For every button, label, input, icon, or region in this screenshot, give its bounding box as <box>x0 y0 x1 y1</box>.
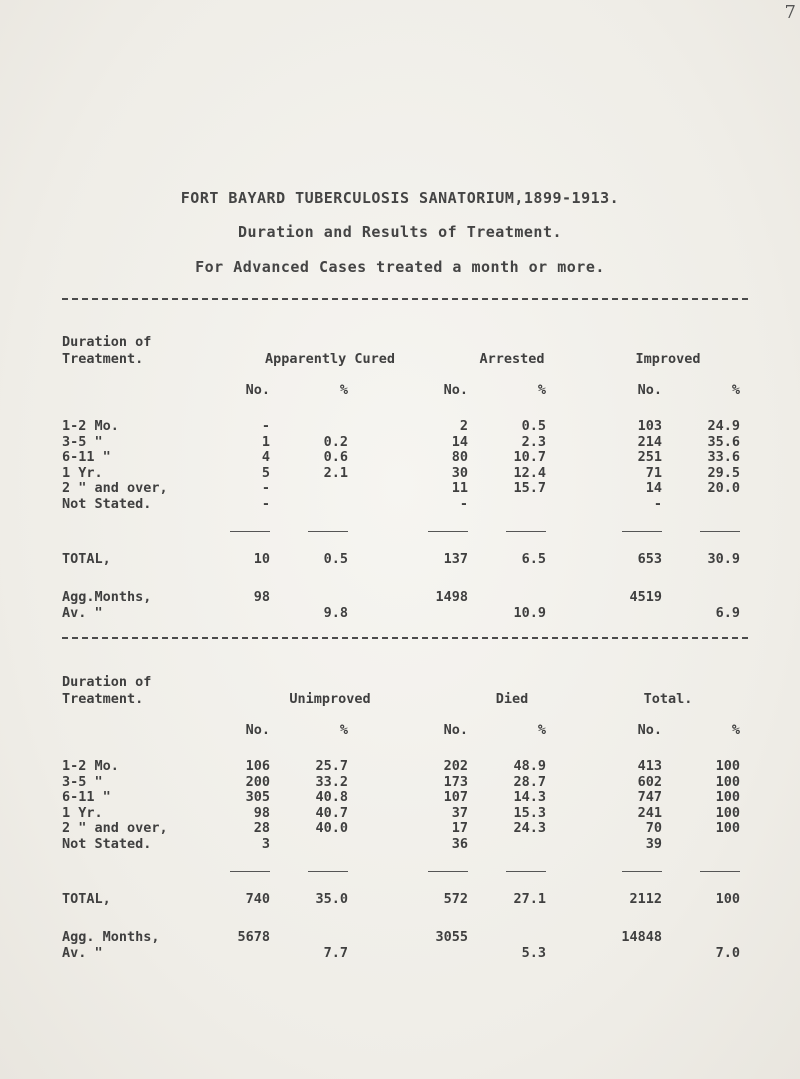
total-cell: 740 <box>245 891 270 907</box>
table-cell: 35.6 <box>707 433 740 450</box>
table-cell: 48.9 <box>513 758 546 774</box>
row-header-line-1: Duration of <box>62 334 152 350</box>
table-cell: - <box>261 495 270 512</box>
total-cell: 100 <box>715 891 740 907</box>
subheader-pct: % <box>537 722 546 738</box>
total-underline <box>506 871 546 872</box>
table-cell: 33.2 <box>315 773 348 790</box>
table-cell: 24.9 <box>707 418 740 434</box>
table-cell: 241 <box>637 804 662 821</box>
table-cell: 40.0 <box>315 820 348 836</box>
table-cell: 80 <box>451 449 468 465</box>
subheader-pct: % <box>537 382 546 398</box>
agg-months-cell: 98 <box>253 589 270 605</box>
document-title: FORT BAYARD TUBERCULOSIS SANATORIUM,1899-1913. <box>180 189 620 207</box>
agg-months-label: Agg. Months, <box>62 929 160 945</box>
table-cell: - <box>459 495 468 512</box>
table-cell: 25.7 <box>315 758 348 774</box>
table-cell: 103 <box>637 418 662 434</box>
subheader-pct: % <box>339 722 348 738</box>
total-cell: 6.5 <box>521 551 546 567</box>
row-label: 1 Yr. <box>62 464 103 481</box>
row-label: 1-2 Mo. <box>62 418 119 434</box>
table-cell: 3 <box>261 835 270 852</box>
subheader-no: No. <box>245 382 270 398</box>
document-subtitle: Duration and Results of Treatment. <box>237 223 563 241</box>
total-cell: 137 <box>443 551 468 567</box>
table-cell: 28 <box>253 820 270 836</box>
subheader-no: No. <box>443 382 468 398</box>
table-cell: 20.0 <box>707 480 740 496</box>
average-cell: 7.7 <box>323 945 348 961</box>
agg-months-cell: 14848 <box>621 929 662 945</box>
total-cell: 653 <box>637 551 662 567</box>
table-cell: 100 <box>715 804 740 821</box>
table-cell: 173 <box>443 773 468 790</box>
table-cell: 0.6 <box>323 449 348 465</box>
row-label: 2 " and over, <box>62 480 168 496</box>
table-cell: 39 <box>645 835 662 852</box>
total-underline <box>622 531 662 532</box>
subheader-pct: % <box>731 722 740 738</box>
agg-months-cell: 4519 <box>629 589 662 605</box>
table-cell: 2.3 <box>521 433 546 450</box>
table-cell: 5 <box>261 464 270 481</box>
row-label: 1 Yr. <box>62 804 103 821</box>
agg-months-cell: 3055 <box>435 929 468 945</box>
total-underline <box>428 531 468 532</box>
table-cell: 36 <box>451 835 468 852</box>
document-subtitle-2: For Advanced Cases treated a month or more. <box>195 258 605 276</box>
average-cell: 5.3 <box>521 945 546 961</box>
row-label: 3-5 " <box>62 773 103 790</box>
table-cell: 100 <box>715 773 740 790</box>
table-cell: 413 <box>637 758 662 774</box>
row-label: 6-11 " <box>62 789 111 805</box>
table-cell: 40.8 <box>315 789 348 805</box>
table-cell: 15.3 <box>513 804 546 821</box>
total-cell: 0.5 <box>323 551 348 567</box>
table-cell: 37 <box>451 804 468 821</box>
column-group-header: Died <box>495 691 529 707</box>
row-header-line-1: Duration of <box>62 674 152 690</box>
table-cell: 15.7 <box>513 480 546 496</box>
average-label: Av. " <box>62 945 103 961</box>
table-cell: 100 <box>715 789 740 805</box>
row-label: 3-5 " <box>62 433 103 450</box>
page-number: 7 <box>784 2 796 23</box>
table-cell: 200 <box>245 773 270 790</box>
table-cell: 2.1 <box>323 464 348 481</box>
total-cell: 27.1 <box>513 891 546 907</box>
column-group-header: Unimproved <box>289 691 371 707</box>
table-cell: - <box>261 418 270 434</box>
table-cell: 202 <box>443 758 468 774</box>
table-cell: 214 <box>637 433 662 450</box>
table-cell: 29.5 <box>707 464 740 481</box>
total-cell: 35.0 <box>315 891 348 907</box>
total-underline <box>308 871 348 872</box>
table-cell: 24.3 <box>513 820 546 836</box>
dashed-rule-middle <box>62 637 748 639</box>
column-group-header: Improved <box>635 351 701 367</box>
average-cell: 7.0 <box>715 945 740 961</box>
table-cell: 0.5 <box>521 418 546 434</box>
table-cell: 40.7 <box>315 804 348 821</box>
column-group-header: Arrested <box>479 351 545 367</box>
table-cell: 70 <box>645 820 662 836</box>
table-cell: 71 <box>645 464 662 481</box>
total-underline <box>622 871 662 872</box>
column-group-header: Apparently Cured <box>264 351 396 367</box>
table-cell: 1 <box>261 433 270 450</box>
table-cell: 30 <box>451 464 468 481</box>
table-cell: 100 <box>715 820 740 836</box>
row-label: Not Stated. <box>62 495 152 512</box>
subheader-no: No. <box>245 722 270 738</box>
total-cell: 10 <box>253 551 270 567</box>
column-group-header: Total. <box>643 691 693 707</box>
agg-months-label: Agg.Months, <box>62 589 152 605</box>
row-label: 6-11 " <box>62 449 111 465</box>
row-header-line-2: Treatment. <box>62 691 144 707</box>
table-cell: 14 <box>645 480 662 496</box>
table-cell: 14.3 <box>513 789 546 805</box>
total-label: TOTAL, <box>62 551 111 567</box>
row-label: 1-2 Mo. <box>62 758 119 774</box>
average-cell: 10.9 <box>513 605 546 621</box>
table-cell: 2 <box>459 418 468 434</box>
table-cell: 12.4 <box>513 464 546 481</box>
subheader-no: No. <box>637 722 662 738</box>
row-header-line-2: Treatment. <box>62 351 144 367</box>
total-underline <box>700 871 740 872</box>
average-label: Av. " <box>62 605 103 621</box>
row-label: Not Stated. <box>62 835 152 852</box>
total-underline <box>308 531 348 532</box>
table-cell: 4 <box>261 449 270 465</box>
table-cell: 17 <box>451 820 468 836</box>
table-cell: 106 <box>245 758 270 774</box>
average-cell: 9.8 <box>323 605 348 621</box>
subheader-no: No. <box>443 722 468 738</box>
total-cell: 572 <box>443 891 468 907</box>
table-cell: 107 <box>443 789 468 805</box>
table-cell: 10.7 <box>513 449 546 465</box>
dashed-rule-top <box>62 298 748 300</box>
total-underline <box>428 871 468 872</box>
table-cell: - <box>653 495 662 512</box>
table-cell: 602 <box>637 773 662 790</box>
average-cell: 6.9 <box>715 605 740 621</box>
agg-months-cell: 1498 <box>435 589 468 605</box>
table-cell: 28.7 <box>513 773 546 790</box>
total-underline <box>700 531 740 532</box>
subheader-pct: % <box>731 382 740 398</box>
row-label: 2 " and over, <box>62 820 168 836</box>
agg-months-cell: 5678 <box>237 929 270 945</box>
table-cell: 33.6 <box>707 449 740 465</box>
subheader-pct: % <box>339 382 348 398</box>
table-cell: 98 <box>253 804 270 821</box>
table-cell: 747 <box>637 789 662 805</box>
table-cell: 14 <box>451 433 468 450</box>
total-underline <box>506 531 546 532</box>
total-label: TOTAL, <box>62 891 111 907</box>
subheader-no: No. <box>637 382 662 398</box>
table-cell: - <box>261 480 270 496</box>
table-cell: 11 <box>451 480 468 496</box>
table-cell: 100 <box>715 758 740 774</box>
total-cell: 30.9 <box>707 551 740 567</box>
table-cell: 305 <box>245 789 270 805</box>
total-cell: 2112 <box>629 891 662 907</box>
table-cell: 0.2 <box>323 433 348 450</box>
total-underline <box>230 531 270 532</box>
total-underline <box>230 871 270 872</box>
table-cell: 251 <box>637 449 662 465</box>
